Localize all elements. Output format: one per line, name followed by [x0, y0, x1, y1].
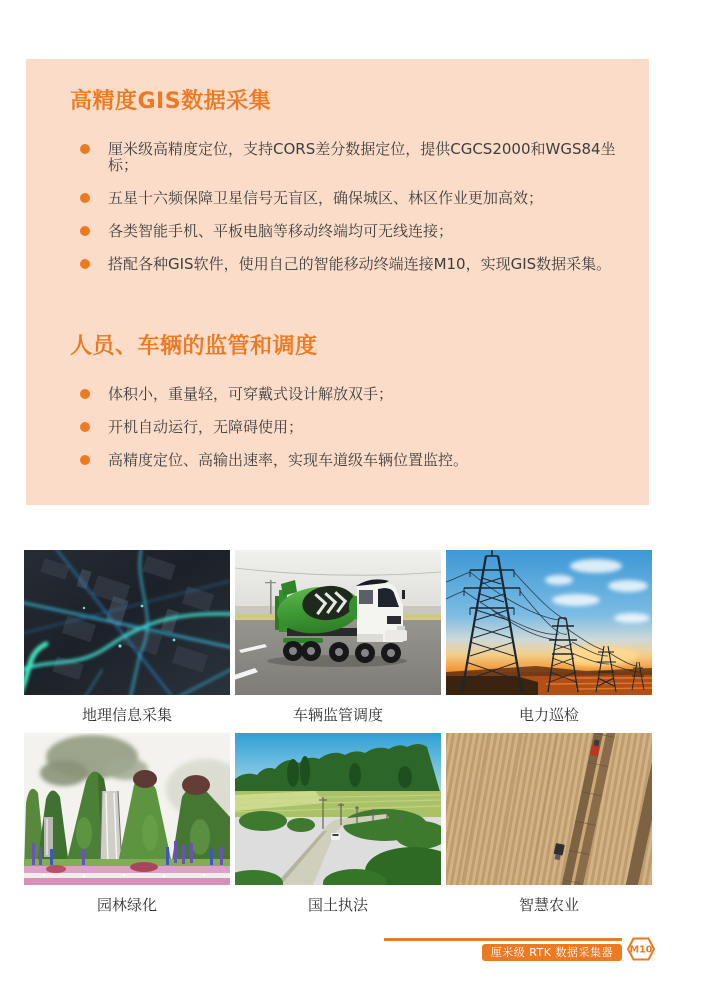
gallery-item [446, 733, 652, 923]
bullet-text: 高精度定位、高输出速率，实现车道级车辆位置监控。 [108, 451, 469, 469]
footer-rule [384, 938, 622, 941]
bullet-item [80, 386, 621, 402]
bullet-dot-icon [80, 144, 90, 154]
bullet-dot-icon [80, 422, 90, 432]
bullet-dot-icon [80, 259, 90, 269]
bullet-dot-icon [80, 389, 90, 399]
gallery-caption: 车辆监管调度 [292, 705, 383, 724]
bullet-text: 体积小，重量轻，可穿戴式设计解放双手； [108, 385, 394, 403]
bullet-dot-icon [80, 193, 90, 203]
power-pylon-image [446, 550, 652, 695]
model-hexagon-badge [627, 937, 655, 961]
gallery-item [24, 550, 230, 733]
bullet-item [80, 141, 621, 173]
rural-road-image [235, 733, 441, 885]
bullet-item [80, 256, 621, 272]
geo-map-image [24, 550, 230, 695]
mixer-truck [275, 579, 407, 663]
bullet-dot-icon [80, 455, 90, 465]
gallery-item [235, 550, 441, 733]
section-title-gis: 高精度GIS数据采集 [70, 89, 272, 114]
bullet-list-dispatch [70, 386, 621, 468]
bullet-dot-icon [80, 226, 90, 236]
bullet-item [80, 452, 621, 468]
topiary-garden-image [24, 733, 230, 885]
bullet-text: 搭配各种GIS软件，使用自己的智能移动终端连接M10，实现GIS数据采集。 [108, 255, 612, 273]
bullet-text: 各类智能手机、平板电脑等移动终端均可无线连接； [108, 222, 454, 240]
bullet-text: 开机自动运行，无障碍使用； [108, 418, 304, 436]
product-label-badge: 厘米级 RTK 数据采集器 [482, 944, 622, 961]
mixer-truck-image [235, 550, 441, 695]
bullet-list-gis [70, 141, 621, 272]
application-gallery [24, 550, 652, 923]
gallery-item [24, 733, 230, 923]
gallery-caption: 智慧农业 [518, 895, 579, 914]
white-car [331, 833, 340, 840]
bullet-item [80, 419, 621, 435]
bullet-item [80, 190, 621, 206]
bullet-item [80, 223, 621, 239]
bullet-text: 厘米级高精度定位，支持CORS差分数据定位，提供CGCS2000和WGS84坐标； [108, 140, 616, 174]
farmland-image [446, 733, 652, 885]
section-title-dispatch: 人员、车辆的监管和调度 [70, 334, 318, 359]
gallery-item [446, 550, 652, 733]
gallery-caption: 国土执法 [307, 895, 368, 914]
gallery-caption: 园林绿化 [96, 895, 157, 914]
gallery-caption: 地理信息采集 [81, 705, 172, 724]
feature-panel [26, 59, 649, 505]
model-text: M10 [629, 944, 653, 956]
gallery-caption: 电力巡检 [518, 705, 579, 724]
gallery-item [235, 733, 441, 923]
bullet-text: 五星十六频保障卫星信号无盲区，确保城区、林区作业更加高效； [108, 189, 544, 207]
